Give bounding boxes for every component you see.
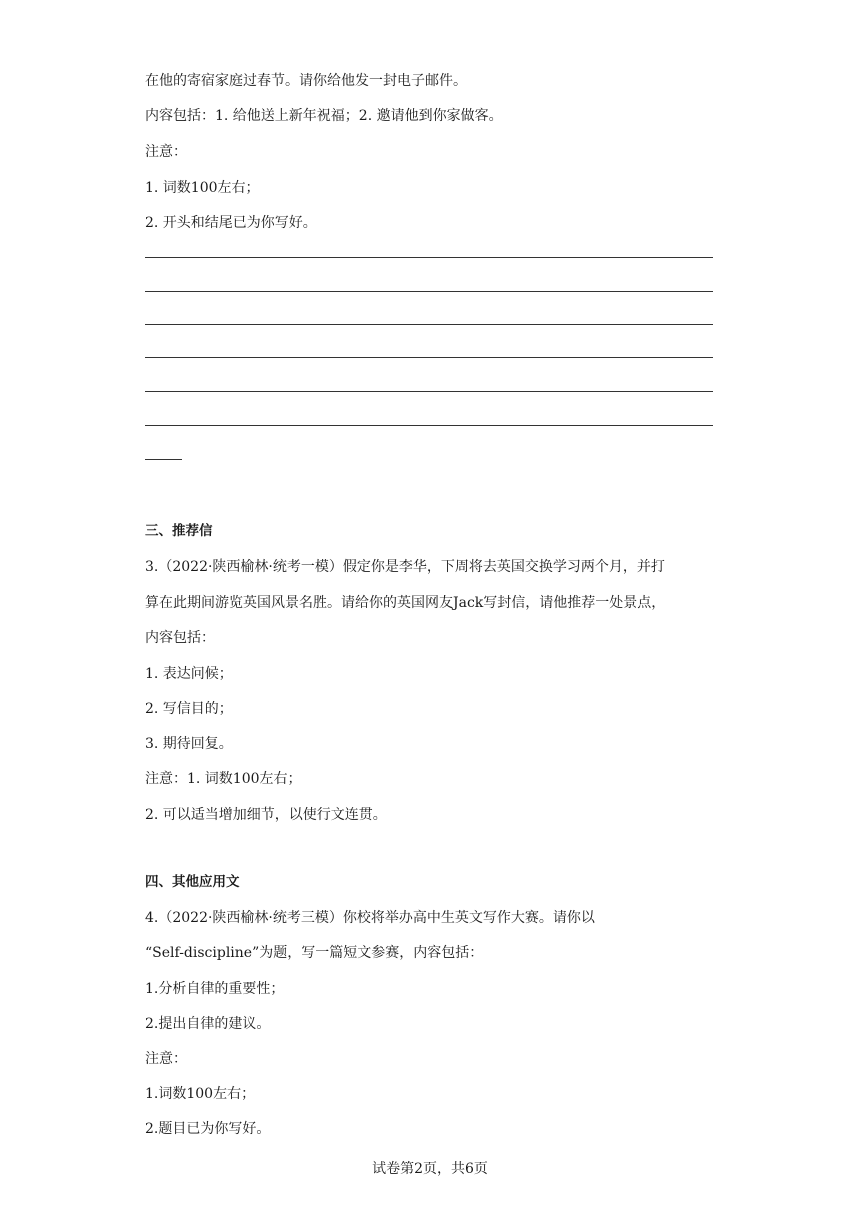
question-text: 算在此期间游览英国风景名胜。请给你的英国网友Jack写封信，请他推荐一处景点， [145,595,666,611]
list-item: 1. 表达问候； [145,666,233,682]
note-text: 注意： [145,1051,187,1067]
question-text: “Self-discipline”为题，写一篇短文参赛，内容包括： [145,945,484,961]
answer-line [145,425,713,426]
answer-line [145,391,713,392]
list-item: 2. 写信目的； [145,701,233,717]
answer-line-end [145,459,182,460]
answer-line [145,357,713,358]
section-heading: 四、其他应用文 [145,874,240,890]
question-text: 内容包括： [145,630,215,646]
page-footer: 试卷第2页，共6页 [372,1161,488,1177]
answer-line [145,324,713,325]
section-heading: 三、推荐信 [145,523,213,539]
text-line: 注意： [145,144,187,160]
list-item: 3. 期待回复。 [145,736,233,752]
question-text: 4.（2022·陕西榆林·统考三模）你校将举办高中生英文写作大赛。请你以 [145,910,595,926]
question-text: 3.（2022·陕西榆林·统考一模）假定你是李华，下周将去英国交换学习两个月，并打 [145,559,665,575]
text-line: 内容包括：1. 给他送上新年祝福；2. 邀请他到你家做客。 [145,108,503,124]
text-line: 2. 开头和结尾已为你写好。 [145,215,317,231]
answer-line [145,257,713,258]
list-item: 2.提出自律的建议。 [145,1016,271,1032]
list-item: 1.分析自律的重要性； [145,981,285,997]
text-line: 在他的寄宿家庭过春节。请你给他发一封电子邮件。 [145,73,467,89]
note-text: 2. 可以适当增加细节，以使行文连贯。 [145,807,387,823]
answer-line [145,291,713,292]
note-text: 注意：1. 词数100左右； [145,771,302,787]
note-text: 2.题目已为你写好。 [145,1121,271,1137]
text-line: 1. 词数100左右； [145,180,260,196]
note-text: 1.词数100左右； [145,1086,256,1102]
